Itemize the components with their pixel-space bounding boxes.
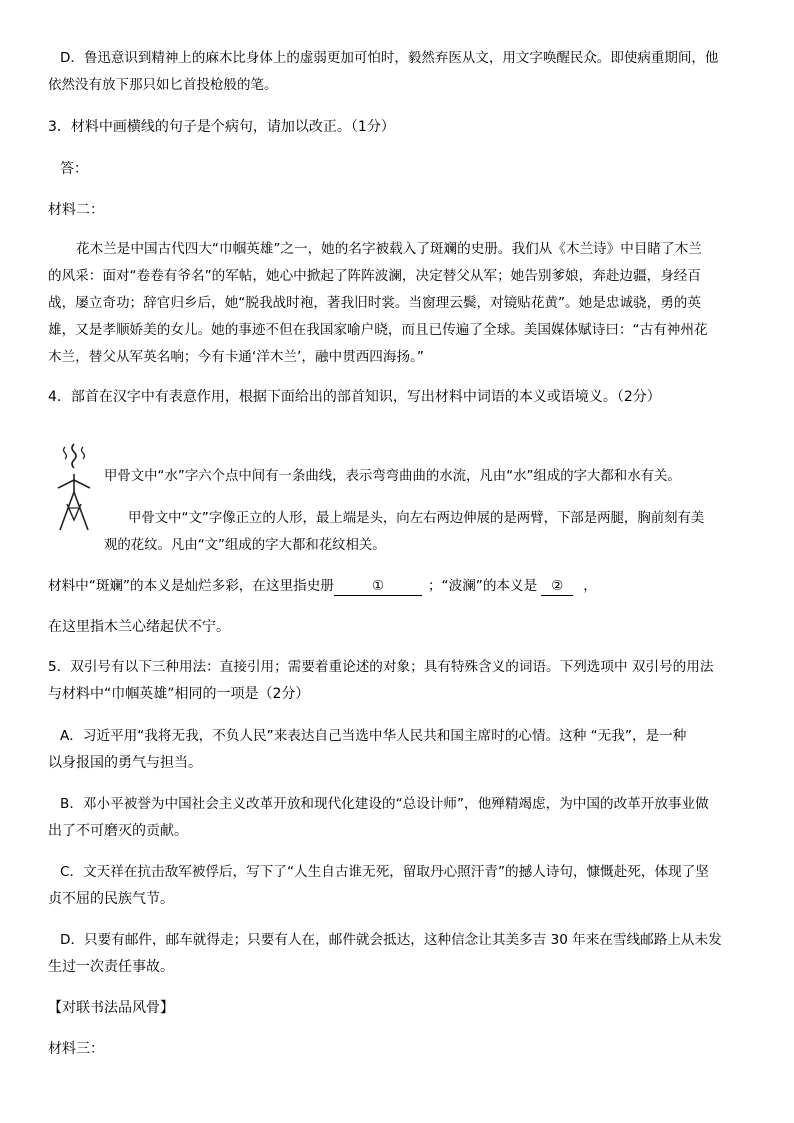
q4-blank-1[interactable]: ①: [334, 577, 422, 596]
q5-question-line1: 5．双引号有以下三种用法：直接引用；需要着重论述的对象；具有特殊含义的词语。下列选项中 双引号的用法: [48, 659, 714, 675]
q2-option-d-line2: 依然没有放下那只如匕首投枪般的笔。: [48, 77, 278, 93]
material3-title: 材料三：: [48, 1041, 104, 1057]
q3-answer-label: 答：: [60, 161, 88, 177]
q4-blank-2[interactable]: ②: [541, 577, 573, 596]
oracle-bone-glyphs: [54, 442, 94, 537]
q5-option-d-line1: D．只要有邮件，邮车就得走；只要有人在，邮件就会抵达，这种信念让其美多吉 30 年来在雪线邮路上从未发: [60, 932, 722, 948]
q5-option-d-line2: 生过一次责任事故。: [48, 959, 174, 975]
material2-line: 花木兰是中国古代四大“巾帼英雄”之一，她的名字被载入了斑斓的史册。我们从《木兰诗》中目睹了木兰: [76, 241, 702, 257]
q5-option-a-line1: A．习近平用“我将无我，不负人民”来表达自己当选中华人民共和国主席时的心情。这种 “无我”，是一种: [60, 728, 687, 744]
material2-line: 木兰，替父从军英名响；今有卡通‘洋木兰’，融中贯西四海扬。”: [48, 349, 424, 365]
q5-option-b-line2: 出了不可磨灭的贡献。: [48, 823, 188, 839]
q4-fill-part3: ，: [583, 578, 597, 594]
q4-wen-note-line1: 甲骨文中“文”字像正立的人形，最上端是头，向左右两边伸展的是两臂，下部是两腿，胸前刻有美: [128, 511, 705, 526]
q4-wen-note-line2: 观的花纹。凡由“文”组成的字大都和花纹相关。: [104, 538, 386, 553]
q3-question: 3．材料中画横线的句子是个病句，请加以改正。（1分）: [48, 119, 395, 135]
q5-option-c-line1: C．文天祥在抗击敌军被俘后，写下了“人生自古谁无死，留取丹心照汗青”的撼人诗句，慷慨赴死，体现了坚: [60, 864, 709, 880]
material2-line: 的风采：面对“卷卷有爷名”的军帖，她心中掀起了阵阵波澜，决定替父从军；她告别爹娘，奔赴边疆，身经百: [48, 268, 701, 284]
q5-question-line2: 与材料中“巾帼英雄”相同的一项是（2分）: [48, 686, 310, 702]
q4-fill-part2: ；“波澜”的本义是: [427, 578, 538, 594]
material2-title: 材料二：: [48, 202, 104, 218]
material2-line: 战，屡立奇功；辞官归乡后，她“脱我战时袍，著我旧时裳。当窗理云鬓，对镜贴花黄”。她是忠诚骁，勇的英: [48, 295, 701, 311]
material2-line: 雄，又是孝顺娇美的女儿。她的事迹不但在我国家喻户晓，而且已传遍了全球。美国媒体赋诗曰：“古有神州花: [48, 322, 708, 338]
q5-option-a-line2: 以身报国的勇气与担当。: [48, 755, 202, 771]
oracle-bone-water-wen-icon: [54, 442, 94, 537]
q5-option-b-line1: B．邓小平被誉为中国社会主义改革开放和现代化建设的“总设计师”，他殚精竭虑，为中国的改革开放事业做: [60, 796, 709, 812]
q4-question: 4．部首在汉字中有表意作用，根据下面给出的部首知识，写出材料中词语的本义或语境义。（2分）: [48, 389, 661, 405]
q2-option-d-line1: D．鲁迅意识到精神上的麻木比身体上的虚弱更加可怕时，毅然弃医从文，用文字唤醒民众。即使病重期间，他: [60, 50, 719, 66]
q4-fill-line2: 在这里指木兰心绪起伏不宁。: [48, 619, 230, 635]
q4-fill-part1: 材料中“斑斓”的本义是灿烂多彩，在这里指史册: [48, 578, 334, 594]
section-heading: 【对联书法品风骨】: [48, 1000, 174, 1016]
q5-option-c-line2: 贞不屈的民族气节。: [48, 891, 174, 907]
q4-fill-in-line: [48, 576, 748, 596]
q4-water-note: 甲骨文中“水”字六个点中间有一条曲线，表示弯弯曲曲的水流，凡由“水”组成的字大都和水有关。: [104, 469, 681, 484]
